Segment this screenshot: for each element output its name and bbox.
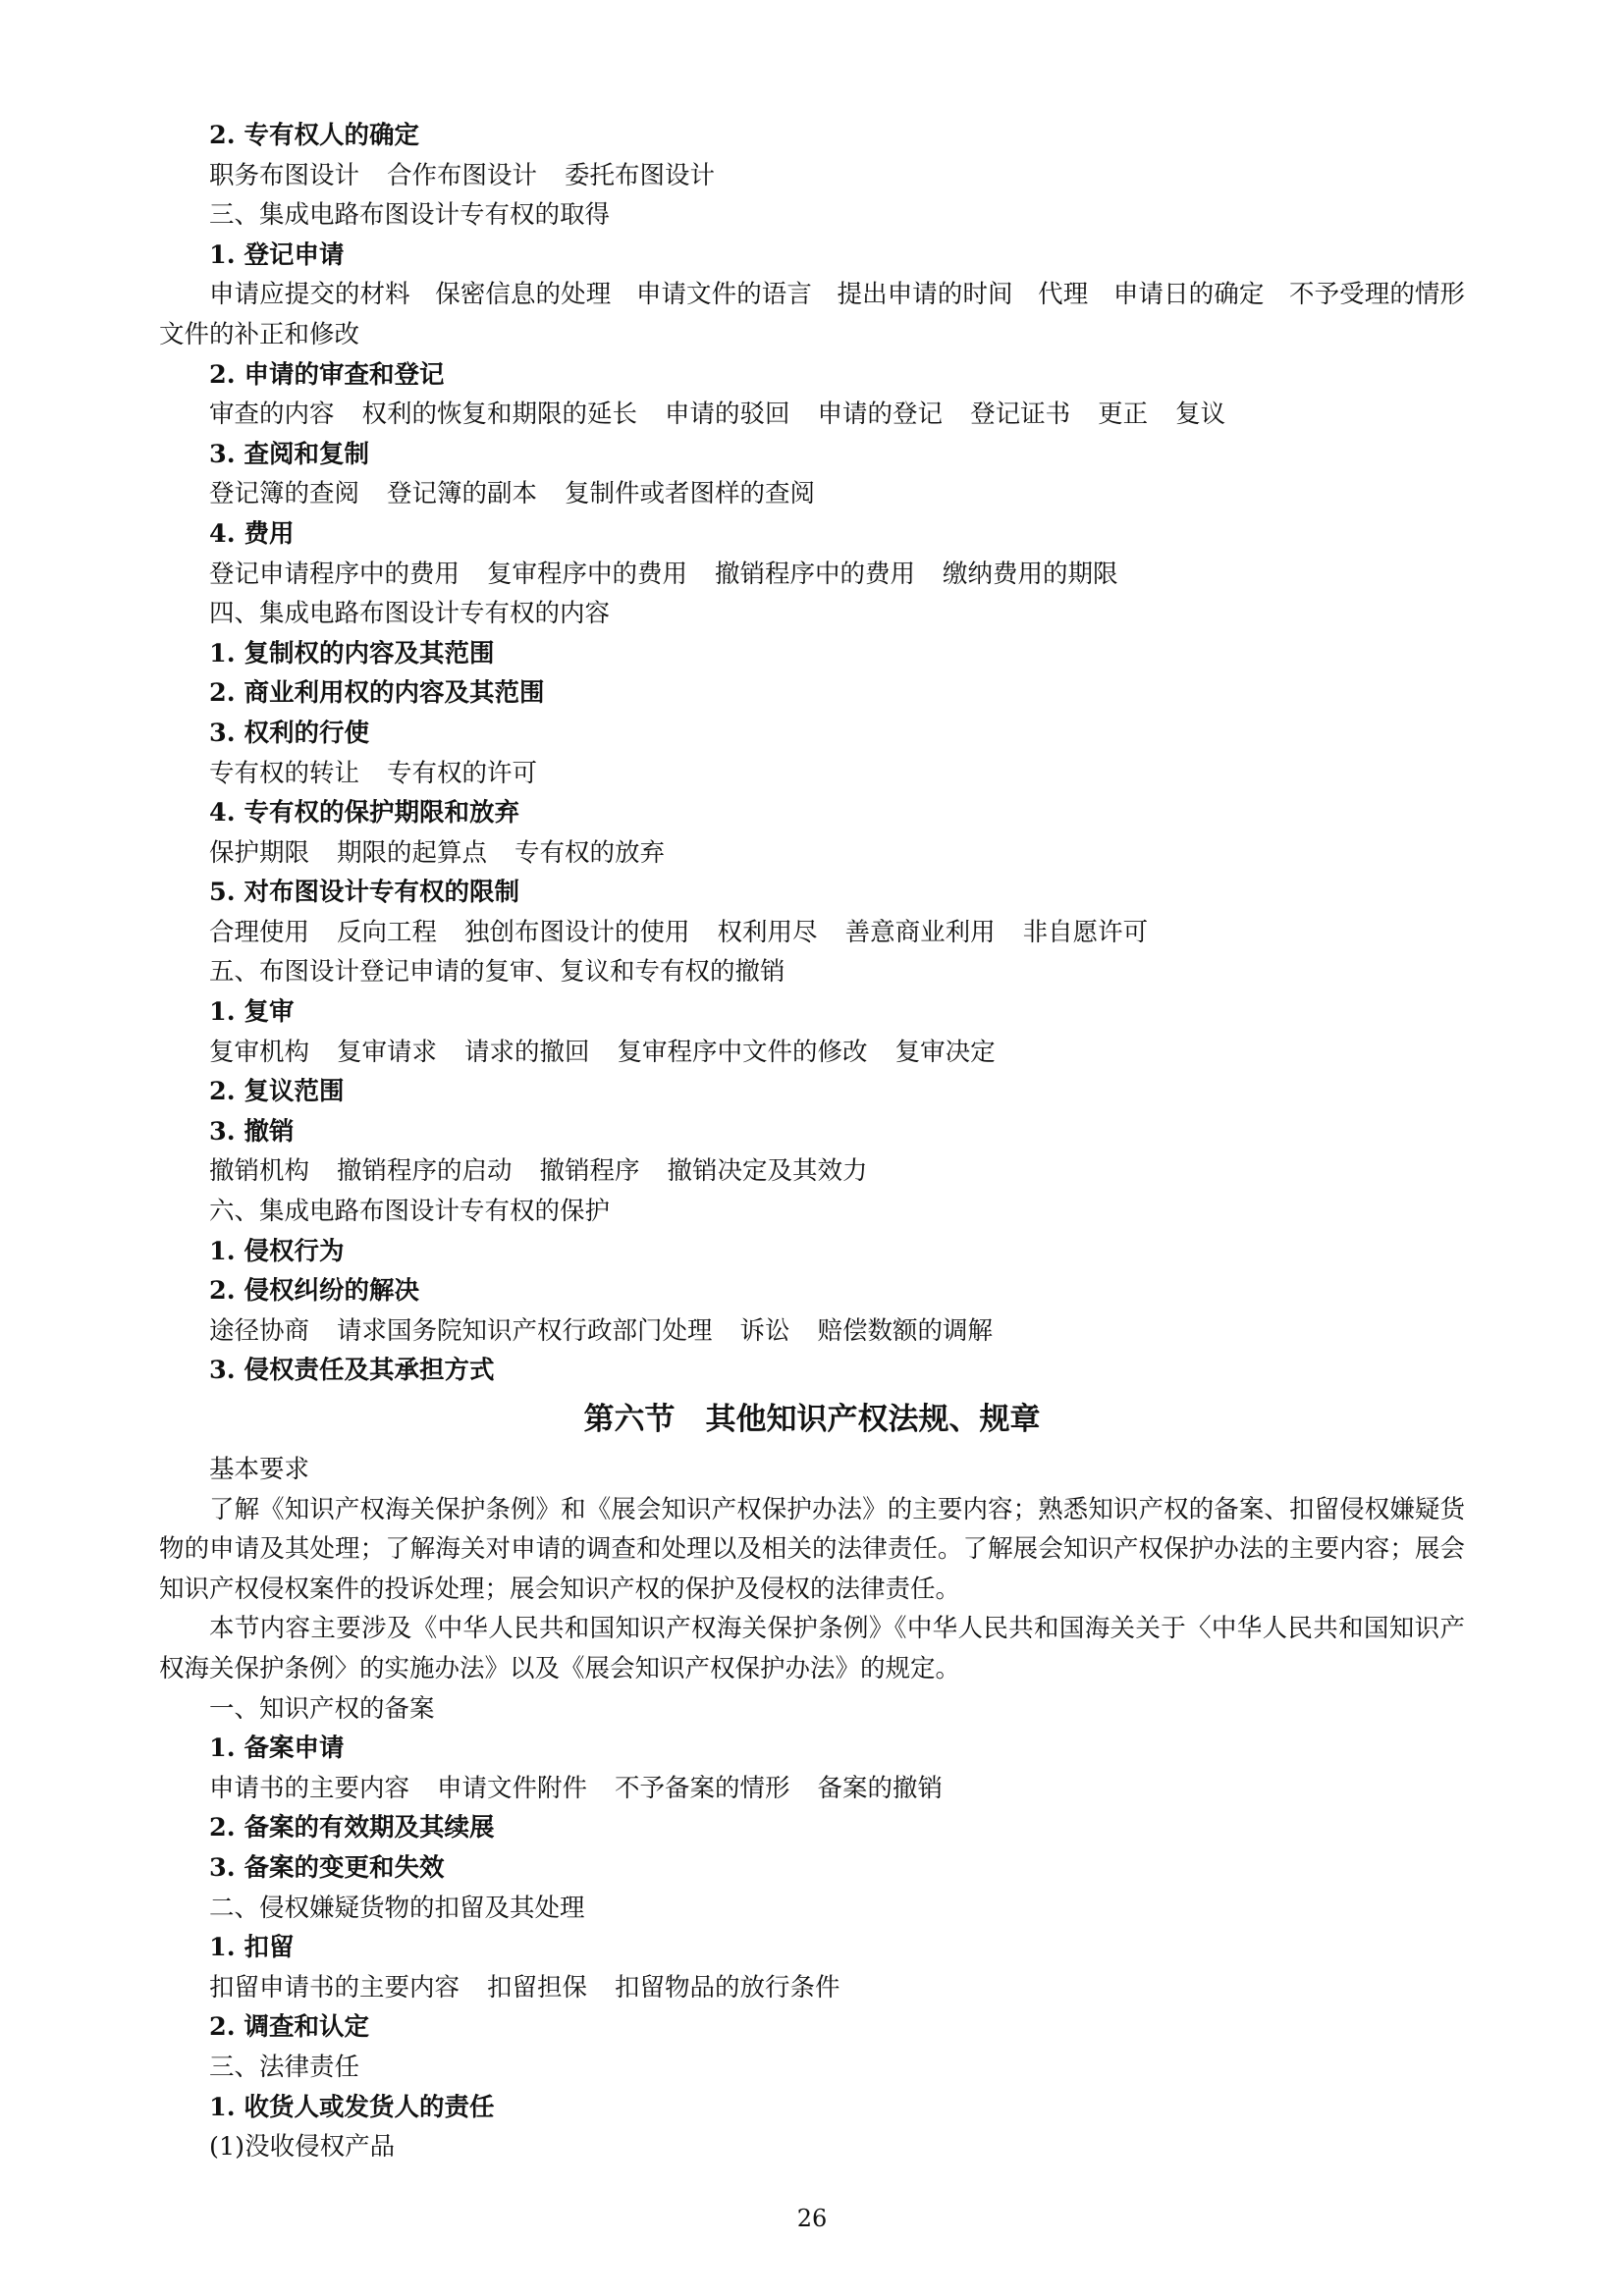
subsection-heading: 1. 复审 [209, 997, 295, 1028]
topic-item: 登记簿的副本 [387, 479, 538, 509]
topic-list [159, 555, 1465, 595]
topic-item: 委托布图设计 [565, 160, 716, 190]
basic-requirements-label: 基本要求 [209, 1455, 310, 1484]
subsection-heading: 1. 扣留 [209, 1933, 295, 1963]
subsection-heading: 2. 侵权纠纷的解决 [209, 1276, 419, 1307]
topic-item: 更正 [1098, 400, 1149, 430]
topic-list-wrapped: 申请应提交的材料 保密信息的处理 申请文件的语言 提出申请的时间 代理 申请日的确定 不予受理的情形 文件的补正和修改 [159, 280, 1490, 349]
section-heading: 四、集成电路布图设计专有权的内容 [209, 599, 611, 629]
topic-item: 复议 [1175, 400, 1226, 430]
subsection-heading: 1. 备案申请 [209, 1734, 345, 1764]
topic-item: 专有权的许可 [387, 758, 538, 788]
text-line: (1)没收侵权产品 [209, 2132, 396, 2163]
topic-item: 权利的恢复和期限的延长 [361, 400, 638, 430]
topic-item: 登记簿的查阅 [209, 479, 360, 509]
subsection-heading: 5. 对布图设计专有权的限制 [209, 878, 519, 908]
topic-item: 撤销程序的启动 [337, 1156, 513, 1187]
topic-item: 撤销程序 [539, 1156, 640, 1187]
topic-item: 善意商业利用 [844, 917, 996, 947]
topic-list [159, 1033, 1465, 1073]
topic-item: 诉讼 [739, 1315, 790, 1346]
topic-item: 登记申请程序中的费用 [209, 559, 460, 589]
topic-item: 复审请求 [337, 1037, 438, 1067]
topic-item: 缴纳费用的期限 [943, 559, 1118, 589]
topic-item: 保护期限 [209, 837, 310, 868]
topic-item: 复制件或者图样的查阅 [565, 479, 816, 509]
outline-block-customs [159, 1689, 1465, 2167]
topic-item: 复审程序中文件的修改 [617, 1037, 868, 1067]
document-page [159, 116, 1490, 2167]
subsection-heading: 2. 复议范围 [209, 1077, 345, 1107]
section-heading: 三、法律责任 [209, 2052, 360, 2082]
topic-list [159, 1151, 1465, 1192]
topic-item: 扣留申请书的主要内容 [209, 1972, 460, 2002]
topic-list [159, 913, 1465, 953]
section-heading: 一、知识产权的备案 [209, 1693, 435, 1724]
topic-item: 非自愿许可 [1022, 917, 1149, 947]
topic-item: 职务布图设计 [209, 160, 360, 190]
topic-item: 途径协商 [209, 1315, 310, 1346]
subsection-heading: 3. 撤销 [209, 1116, 295, 1147]
section-title: 第六节 其他知识产权法规、规章 [583, 1402, 1041, 1437]
topic-list [159, 754, 1465, 794]
topic-item: 扣留物品的放行条件 [615, 1972, 840, 2002]
subsection-heading: 3. 备案的变更和失效 [209, 1852, 445, 1883]
topic-item: 审查的内容 [209, 400, 335, 430]
page-number: 26 [796, 2205, 828, 2232]
topic-item: 撤销机构 [209, 1156, 310, 1187]
topic-item: 登记证书 [970, 400, 1071, 430]
topic-item: 合理使用 [209, 917, 310, 947]
topic-item: 申请的驳回 [665, 400, 790, 430]
subsection-heading: 4. 费用 [209, 518, 295, 549]
section-heading: 六、集成电路布图设计专有权的保护 [209, 1197, 611, 1227]
topic-item: 不予备案的情形 [615, 1773, 790, 1803]
topic-item: 申请的登记 [817, 400, 944, 430]
topic-item: 反向工程 [337, 917, 438, 947]
topic-item: 独创布图设计的使用 [464, 917, 690, 947]
subsection-heading: 4. 专有权的保护期限和放弃 [209, 798, 519, 828]
section-heading: 五、布图设计登记申请的复审、复议和专有权的撤销 [209, 957, 785, 988]
subsection-heading: 3. 权利的行使 [209, 718, 369, 748]
topic-item: 请求国务院知识产权行政部门处理 [337, 1315, 713, 1346]
topic-item: 复审机构 [209, 1037, 310, 1067]
topic-item: 赔偿数额的调解 [817, 1315, 994, 1346]
topic-item: 权利用尽 [717, 917, 818, 947]
topic-item: 撤销决定及其效力 [667, 1156, 868, 1187]
topic-list [159, 1311, 1465, 1352]
topic-item: 请求的撤回 [464, 1037, 590, 1067]
topic-item: 申请文件附件 [437, 1773, 588, 1803]
subsection-heading: 1. 收货人或发货人的责任 [209, 2092, 495, 2122]
section-heading: 三、集成电路布图设计专有权的取得 [209, 200, 611, 231]
subsection-heading: 2. 商业利用权的内容及其范围 [209, 678, 545, 709]
subsection-heading: 3. 侵权责任及其承担方式 [209, 1356, 495, 1386]
subsection-heading: 1. 侵权行为 [209, 1236, 345, 1266]
section-heading: 二、侵权嫌疑货物的扣留及其处理 [209, 1893, 585, 1923]
topic-item: 复审决定 [894, 1037, 996, 1067]
topic-item: 专有权的转让 [209, 758, 360, 788]
topic-item: 扣留担保 [487, 1972, 588, 2002]
topic-item: 专有权的放弃 [514, 837, 666, 868]
topic-list [159, 474, 1465, 514]
topic-list [159, 1769, 1465, 1809]
topic-item: 复审程序中的费用 [487, 559, 688, 589]
topic-item: 备案的撤销 [817, 1773, 944, 1803]
subsection-heading: 1. 复制权的内容及其范围 [209, 638, 495, 668]
subsection-heading: 1. 登记申请 [209, 240, 345, 270]
topic-list [159, 1968, 1465, 2008]
scope-paragraph: 本节内容主要涉及《中华人民共和国知识产权海关保护条例》《中华人民共和国海关关于〈中华人民共和国知识产权海关保护条例〉的实施办法》以及《展会知识产权保护办法》的规定。 [159, 1614, 1465, 1683]
topic-item: 申请书的主要内容 [209, 1773, 410, 1803]
requirements-paragraph: 了解《知识产权海关保护条例》和《展会知识产权保护办法》的主要内容；熟悉知识产权的备案、扣留侵权嫌疑货物的申请及其处理；了解海关对申请的调查和处理以及相关的法律责任。了解展会知识产权保护办法的主要内容；展会知识产权侵权案件的投诉处理；展会知识产权的保护及侵权的法律责任。 [159, 1494, 1465, 1604]
topic-list [159, 395, 1465, 435]
subsection-heading: 2. 调查和认定 [209, 2012, 369, 2043]
subsection-heading: 2. 申请的审查和登记 [209, 359, 445, 390]
outline-block-ic-layout [159, 116, 1490, 1391]
topic-item: 合作布图设计 [387, 160, 538, 190]
topic-list [159, 833, 1465, 874]
topic-list [159, 156, 1465, 196]
topic-item: 撤销程序中的费用 [715, 559, 916, 589]
subsection-heading: 2. 备案的有效期及其续展 [209, 1813, 495, 1843]
topic-item: 期限的起算点 [337, 837, 488, 868]
subsection-heading: 2. 专有权人的确定 [209, 121, 419, 150]
subsection-heading: 3. 查阅和复制 [209, 439, 369, 469]
